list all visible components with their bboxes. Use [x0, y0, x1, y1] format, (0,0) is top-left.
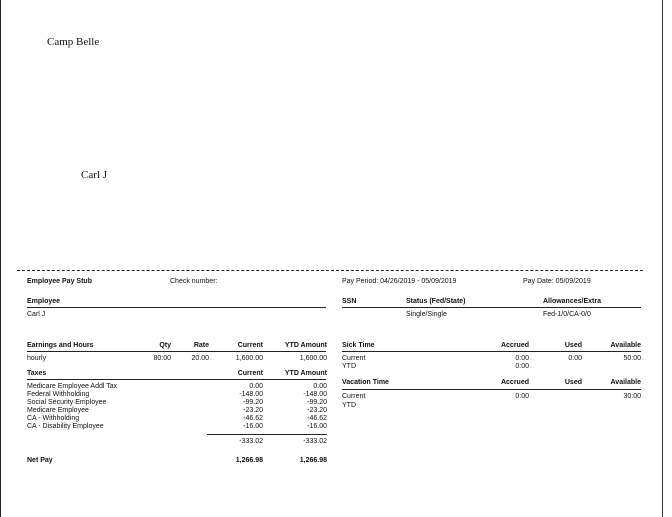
- vacation-used-header: Used: [564, 379, 582, 386]
- tax-row-label: Medicare Employee Addl Tax: [27, 383, 118, 390]
- current-header: Current: [237, 342, 263, 349]
- tax-row-label: Federal Withholding: [27, 391, 90, 398]
- pay-date: Pay Date: 05/09/2019: [523, 278, 591, 285]
- taxes-rule: [27, 379, 326, 380]
- pay-period: Pay Period: 04/26/2019 - 05/09/2019: [342, 278, 457, 285]
- sick-ytd-accrued: 0:00: [515, 363, 529, 370]
- ytd-header: YTD Amount: [284, 342, 327, 349]
- earnings-title: Earnings and Hours: [27, 342, 94, 349]
- earnings-row-qty: 80:00: [153, 355, 171, 362]
- employee-name: Carl J: [27, 311, 46, 318]
- sick-used-header: Used: [564, 342, 582, 349]
- sick-available: 50:00: [623, 355, 641, 362]
- net-pay-label: Net Pay: [27, 457, 53, 464]
- earnings-rule: [27, 351, 326, 352]
- taxes-ytd-header: YTD Amount: [284, 370, 327, 377]
- taxes-title: Taxes: [27, 370, 47, 377]
- vacation-current-accrued: 0:00: [515, 393, 529, 400]
- earnings-row-ytd: 1,600.00: [299, 355, 327, 362]
- check-number-label: Check number:: [170, 278, 218, 285]
- tax-row-current: -23.20: [243, 407, 263, 414]
- tax-row-ytd: -99.20: [307, 399, 327, 406]
- taxes-total-current: -333.02: [239, 438, 263, 445]
- vacation-available: 30:00: [623, 393, 641, 400]
- vacation-accrued-header: Accrued: [500, 379, 529, 386]
- tax-row-ytd: -23.20: [307, 407, 327, 414]
- employee-label: Employee: [27, 298, 61, 305]
- taxes-current-header: Current: [237, 370, 263, 377]
- sick-current-used: 0:00: [568, 355, 582, 362]
- sick-current-accrued: 0:00: [515, 355, 529, 362]
- tax-row-current: -148.00: [239, 391, 263, 398]
- perforation-line: [17, 270, 643, 271]
- vacation-current-label: Current: [342, 393, 366, 400]
- tax-row-label: Medicare Employee: [27, 407, 89, 414]
- vacation-time-title: Vacation Time: [342, 379, 389, 386]
- sick-time-title: Sick Time: [342, 342, 375, 349]
- tax-row-current: -16.00: [243, 423, 263, 430]
- taxes-total-rule: [207, 434, 327, 435]
- taxes-total-ytd: -333.02: [303, 438, 327, 445]
- rate-header: Rate: [193, 342, 209, 349]
- tax-row-ytd: -148.00: [303, 391, 327, 398]
- tax-row-ytd: -16.00: [307, 423, 327, 430]
- stub-title: Employee Pay Stub: [27, 278, 92, 285]
- tax-row-current: -46.62: [243, 415, 263, 422]
- sick-time-rule: [342, 351, 641, 352]
- company-name: Camp Belle: [47, 36, 100, 48]
- vacation-time-rule: [342, 389, 641, 390]
- tax-row-label: Social Security Employee: [27, 399, 107, 406]
- sick-ytd-label: YTD: [342, 363, 356, 370]
- allowances-value: Fed-1/0/CA-0/0: [543, 311, 591, 318]
- status-rule: [342, 307, 641, 308]
- tax-row-current: -99.20: [243, 399, 263, 406]
- sick-current-label: Current: [342, 355, 366, 362]
- allowances-label: Allowances/Extra: [543, 298, 601, 305]
- sick-available-header: Available: [610, 342, 641, 349]
- sick-accrued-header: Accrued: [500, 342, 529, 349]
- tax-row-current: 0.00: [249, 383, 263, 390]
- employee-rule: [27, 307, 326, 308]
- status-value: Single/Single: [406, 311, 447, 318]
- net-pay-ytd: 1,266.98: [299, 457, 327, 464]
- vacation-ytd-label: YTD: [342, 402, 356, 409]
- tax-row-ytd: -46.62: [307, 415, 327, 422]
- qty-header: Qty: [159, 342, 171, 349]
- tax-row-ytd: 0.00: [313, 383, 327, 390]
- status-label: Status (Fed/State): [406, 298, 466, 305]
- earnings-row-rate: 20.00: [191, 355, 209, 362]
- tax-row-label: CA - Withholding: [27, 415, 80, 422]
- net-pay-current: 1,266.98: [235, 457, 263, 464]
- earnings-row-label: hourly: [27, 355, 47, 362]
- tax-row-label: CA - Disability Employee: [27, 423, 104, 430]
- payee-name: Carl J: [81, 169, 107, 181]
- ssn-label: SSN: [342, 298, 357, 305]
- earnings-row-current: 1,600.00: [235, 355, 263, 362]
- vacation-available-header: Available: [610, 379, 641, 386]
